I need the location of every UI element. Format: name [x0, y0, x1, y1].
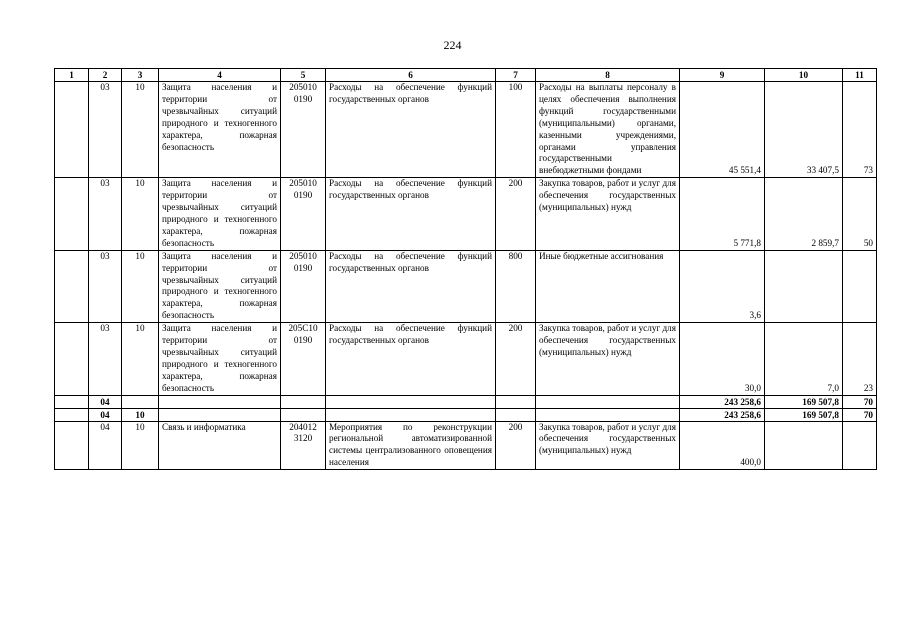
cell-percent: 23 — [843, 323, 877, 395]
table-header-row — [55, 69, 877, 82]
subtotal-row — [55, 395, 877, 408]
cell-section: 03 — [89, 323, 122, 395]
cell-section: 04 — [89, 421, 122, 470]
column-header: 11 — [843, 69, 877, 82]
cell-percent: 70 — [843, 395, 877, 408]
cell-planned: 30,0 — [680, 323, 765, 395]
cell-planned: 243 258,6 — [680, 408, 765, 421]
cell-expense-name: Иные бюджетные ассигнования — [536, 250, 680, 322]
cell-actual — [765, 421, 843, 470]
cell-col1 — [55, 323, 89, 395]
cell-col1 — [55, 178, 89, 250]
column-header: 7 — [496, 69, 536, 82]
cell-subsection — [122, 395, 159, 408]
cell-col1 — [55, 82, 89, 178]
cell-subsection: 10 — [122, 82, 159, 178]
cell-planned: 3,6 — [680, 250, 765, 322]
cell-target-name — [326, 408, 496, 421]
cell-subsection: 10 — [122, 250, 159, 322]
cell-expense-type: 800 — [496, 250, 536, 322]
cell-section: 03 — [89, 178, 122, 250]
table-row — [55, 250, 877, 322]
cell-expense-type — [496, 395, 536, 408]
cell-section-name — [159, 408, 281, 421]
cell-actual: 169 507,8 — [765, 395, 843, 408]
cell-section: 04 — [89, 408, 122, 421]
cell-actual: 169 507,8 — [765, 408, 843, 421]
cell-target-code: 204012 3120 — [281, 421, 326, 470]
cell-col1 — [55, 250, 89, 322]
table-row — [55, 323, 877, 395]
cell-col1 — [55, 408, 89, 421]
cell-planned: 243 258,6 — [680, 395, 765, 408]
cell-target-code: 205С10 0190 — [281, 323, 326, 395]
cell-section: 04 — [89, 395, 122, 408]
column-header: 5 — [281, 69, 326, 82]
cell-expense-type: 100 — [496, 82, 536, 178]
cell-col1 — [55, 421, 89, 470]
cell-expense-type — [496, 408, 536, 421]
cell-actual: 2 859,7 — [765, 178, 843, 250]
column-header: 6 — [326, 69, 496, 82]
cell-target-code: 205010 0190 — [281, 178, 326, 250]
cell-target-code — [281, 408, 326, 421]
cell-expense-name — [536, 408, 680, 421]
cell-expense-name: Закупка товаров, работ и услуг для обеспечения государственных (муниципальных) нужд — [536, 323, 680, 395]
cell-target-code: 205010 0190 — [281, 82, 326, 178]
cell-target-name: Расходы на обеспечение функций государственных органов — [326, 178, 496, 250]
cell-expense-name: Закупка товаров, работ и услуг для обеспечения государственных (муниципальных) нужд — [536, 421, 680, 470]
page-number: 224 — [443, 38, 462, 52]
cell-actual: 7,0 — [765, 323, 843, 395]
cell-expense-type: 200 — [496, 421, 536, 470]
table-row — [55, 82, 877, 178]
column-header: 4 — [159, 69, 281, 82]
cell-section-name — [159, 395, 281, 408]
cell-expense-name: Закупка товаров, работ и услуг для обеспечения государственных (муниципальных) нужд — [536, 178, 680, 250]
cell-expense-type: 200 — [496, 323, 536, 395]
column-header: 8 — [536, 69, 680, 82]
cell-expense-name — [536, 395, 680, 408]
cell-percent — [843, 250, 877, 322]
cell-percent: 70 — [843, 408, 877, 421]
cell-section: 03 — [89, 250, 122, 322]
column-header: 9 — [680, 69, 765, 82]
column-header: 3 — [122, 69, 159, 82]
cell-col1 — [55, 395, 89, 408]
cell-planned: 45 551,4 — [680, 82, 765, 178]
table-row — [55, 421, 877, 470]
column-header: 10 — [765, 69, 843, 82]
cell-section: 03 — [89, 82, 122, 178]
cell-target-name: Мероприятия по реконструкции региональной автоматизированной системы централизованного оповещения населения — [326, 421, 496, 470]
cell-actual — [765, 250, 843, 322]
cell-section-name: Защита населения и территории от чрезвычайных ситуаций природного и техногенного характера, пожарная безопасность — [159, 82, 281, 178]
budget-table — [54, 68, 877, 470]
cell-target-code: 205010 0190 — [281, 250, 326, 322]
cell-subsection: 10 — [122, 408, 159, 421]
cell-percent: 73 — [843, 82, 877, 178]
cell-section-name: Защита населения и территории от чрезвычайных ситуаций природного и техногенного характера, пожарная безопасность — [159, 178, 281, 250]
cell-target-name: Расходы на обеспечение функций государственных органов — [326, 250, 496, 322]
cell-section-name: Защита населения и территории от чрезвычайных ситуаций природного и техногенного характера, пожарная безопасность — [159, 323, 281, 395]
cell-target-name: Расходы на обеспечение функций государственных органов — [326, 323, 496, 395]
cell-actual: 33 407,5 — [765, 82, 843, 178]
cell-percent — [843, 421, 877, 470]
cell-expense-name: Расходы на выплаты персоналу в целях обеспечения выполнения функций государственными (муниципальными) органами, казенными учреждениями, органами управления государственными внебюджетными фондами — [536, 82, 680, 178]
cell-section-name: Защита населения и территории от чрезвычайных ситуаций природного и техногенного характера, пожарная безопасность — [159, 250, 281, 322]
cell-subsection: 10 — [122, 178, 159, 250]
cell-target-name: Расходы на обеспечение функций государственных органов — [326, 82, 496, 178]
cell-section-name: Связь и информатика — [159, 421, 281, 470]
cell-planned: 400,0 — [680, 421, 765, 470]
cell-planned: 5 771,8 — [680, 178, 765, 250]
column-header: 2 — [89, 69, 122, 82]
column-header: 1 — [55, 69, 89, 82]
cell-target-name — [326, 395, 496, 408]
cell-target-code — [281, 395, 326, 408]
subtotal-row — [55, 408, 877, 421]
cell-percent: 50 — [843, 178, 877, 250]
table-row — [55, 178, 877, 250]
cell-subsection: 10 — [122, 421, 159, 470]
cell-subsection: 10 — [122, 323, 159, 395]
cell-expense-type: 200 — [496, 178, 536, 250]
